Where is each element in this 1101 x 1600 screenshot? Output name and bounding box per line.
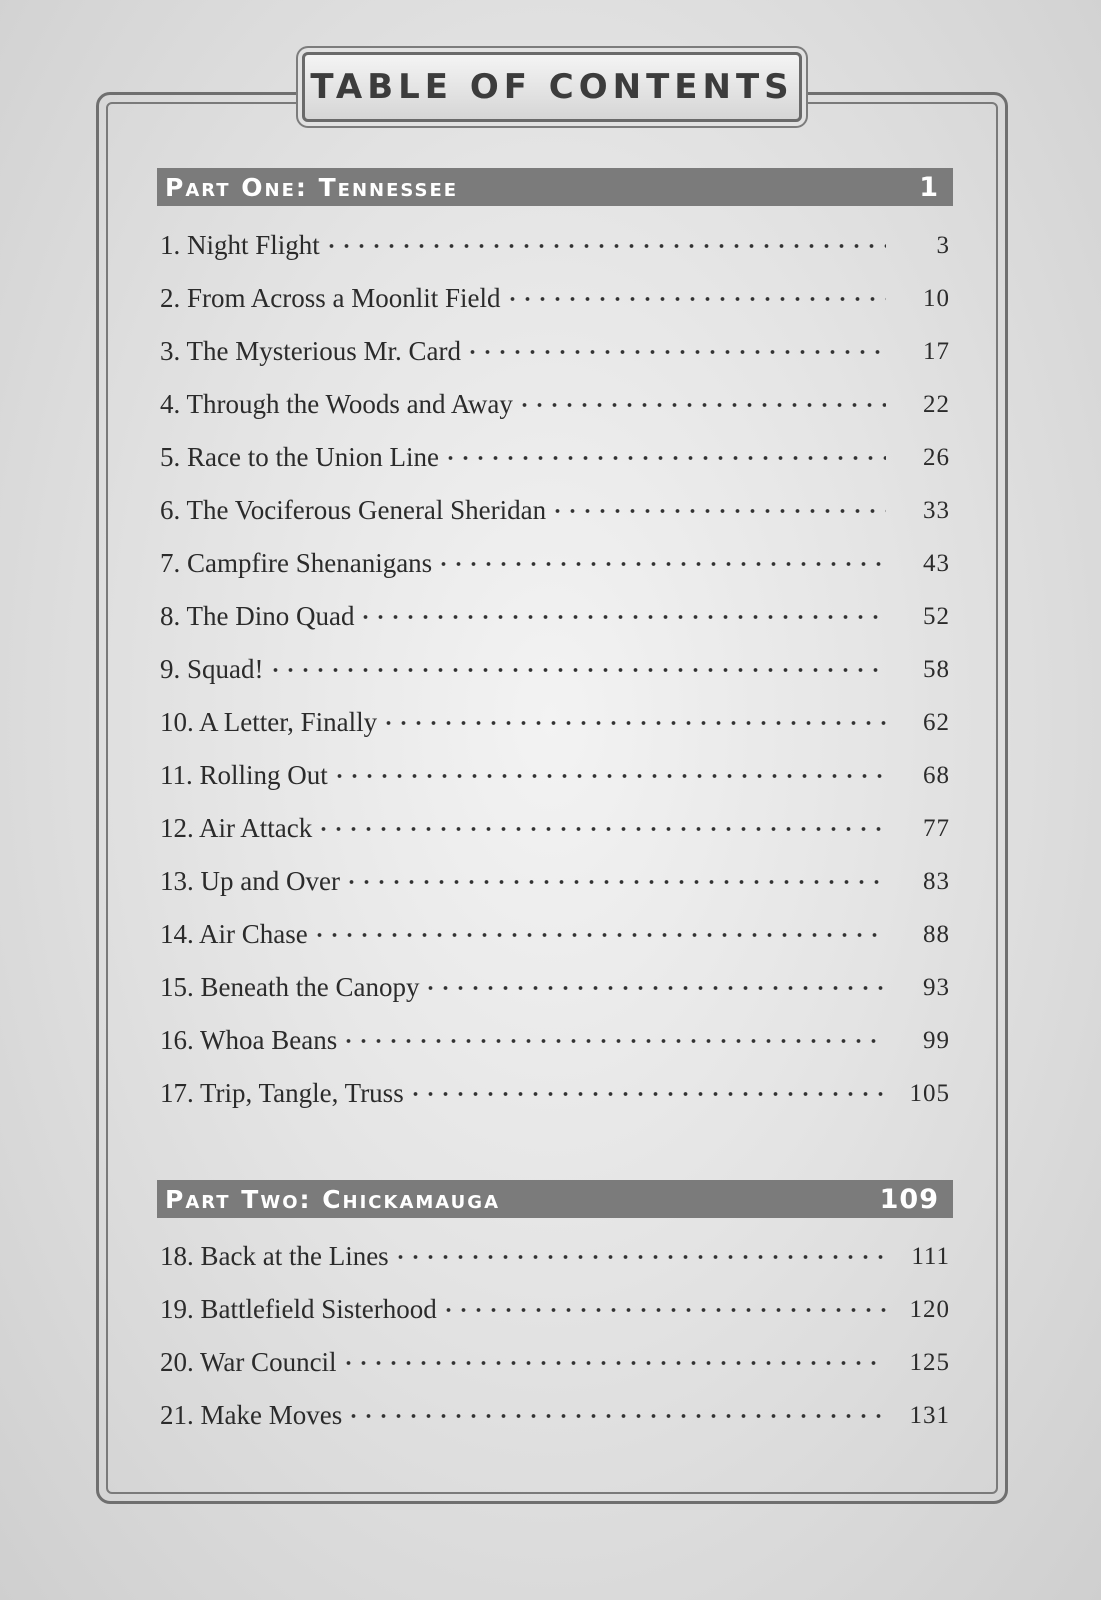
page-number: 88	[923, 920, 950, 948]
toc-entry[interactable]	[160, 590, 950, 643]
page-number: 22	[923, 390, 950, 418]
toc-entry[interactable]	[160, 431, 950, 484]
dot-leader	[341, 1356, 886, 1370]
dot-leader	[505, 292, 886, 306]
chapter-title: 1. Night Flight	[160, 230, 320, 260]
toc-entry[interactable]	[160, 908, 950, 961]
dot-leader	[443, 451, 886, 465]
toc-entry[interactable]	[160, 1230, 950, 1283]
chapter-title: 18. Back at the Lines	[160, 1241, 389, 1271]
page-number: 58	[923, 655, 950, 683]
dot-leader	[381, 716, 886, 730]
page-number: 120	[909, 1295, 950, 1323]
title-plate	[302, 52, 802, 122]
dot-leader	[441, 1303, 886, 1317]
page-number: 17	[923, 337, 950, 365]
dot-leader	[346, 1409, 886, 1423]
toc-entry[interactable]	[160, 643, 950, 696]
chapter-title: 5. Race to the Union Line	[160, 442, 439, 472]
chapter-title: 9. Squad!	[160, 654, 264, 684]
dot-leader	[436, 557, 886, 571]
chapter-title: 10. A Letter, Finally	[160, 707, 378, 737]
chapter-title: 21. Make Moves	[160, 1400, 343, 1430]
chapter-title: 14. Air Chase	[160, 919, 308, 949]
toc-entry[interactable]	[160, 696, 950, 749]
dot-leader	[408, 1087, 886, 1101]
toc-entry[interactable]	[160, 1014, 950, 1067]
toc-entry[interactable]	[160, 749, 950, 802]
dot-leader	[517, 398, 886, 412]
chapter-title: 8. The Dino Quad	[160, 601, 355, 631]
part-heading-page: 1	[919, 171, 939, 203]
page-number: 3	[936, 231, 950, 259]
toc-entry[interactable]	[160, 378, 950, 431]
page-number: 131	[909, 1401, 950, 1429]
page-number: 62	[923, 708, 950, 736]
page-number: 99	[923, 1026, 950, 1054]
toc-entry[interactable]	[160, 325, 950, 378]
dot-leader	[344, 875, 886, 889]
part-heading-label: Part One: Tennessee	[165, 172, 459, 202]
dot-leader	[358, 610, 886, 624]
page-number: 10	[923, 284, 950, 312]
page-number: 77	[923, 814, 950, 842]
chapter-title: 7. Campfire Shenanigans	[160, 548, 433, 578]
dot-leader	[423, 981, 886, 995]
page-title: TABLE OF CONTENTS	[310, 67, 794, 107]
toc-entry[interactable]	[160, 961, 950, 1014]
chapter-title: 6. The Vociferous General Sheridan	[160, 495, 547, 525]
dot-leader	[332, 769, 886, 783]
toc-entry[interactable]	[160, 1336, 950, 1389]
chapter-title: 15. Beneath the Canopy	[160, 972, 420, 1002]
dot-leader	[316, 822, 886, 836]
part-heading[interactable]	[157, 168, 953, 206]
page-number: 26	[923, 443, 950, 471]
part-heading-label: Part Two: Chickamauga	[165, 1184, 501, 1214]
page-number: 33	[923, 496, 950, 524]
page-number: 68	[923, 761, 950, 789]
page-number: 83	[923, 867, 950, 895]
page-number: 52	[923, 602, 950, 630]
toc-entry[interactable]	[160, 1067, 950, 1120]
dot-leader	[393, 1250, 886, 1264]
page-number: 43	[923, 549, 950, 577]
chapter-list	[160, 1230, 950, 1442]
dot-leader	[550, 504, 886, 518]
page-number: 105	[909, 1079, 950, 1107]
toc-entry[interactable]	[160, 219, 950, 272]
dot-leader	[465, 345, 886, 359]
chapter-title: 19. Battlefield Sisterhood	[160, 1294, 437, 1324]
part-heading[interactable]	[157, 1180, 953, 1218]
chapter-title: 4. Through the Woods and Away	[160, 389, 513, 419]
chapter-title: 3. The Mysterious Mr. Card	[160, 336, 461, 366]
part-heading-page: 109	[879, 1183, 939, 1215]
page-number: 93	[923, 973, 950, 1001]
toc-entry[interactable]	[160, 802, 950, 855]
chapter-title: 11. Rolling Out	[160, 760, 328, 790]
dot-leader	[268, 663, 887, 677]
chapter-title: 12. Air Attack	[160, 813, 313, 843]
chapter-title: 13. Up and Over	[160, 866, 340, 896]
toc-entry[interactable]	[160, 1283, 950, 1336]
page-number: 125	[909, 1348, 950, 1376]
page-number: 111	[911, 1242, 950, 1270]
dot-leader	[324, 239, 886, 253]
chapter-list	[160, 219, 950, 1120]
dot-leader	[341, 1034, 886, 1048]
toc-entry[interactable]	[160, 1389, 950, 1442]
chapter-title: 16. Whoa Beans	[160, 1025, 338, 1055]
chapter-title: 17. Trip, Tangle, Truss	[160, 1078, 404, 1108]
toc-entry[interactable]	[160, 855, 950, 908]
toc-entry[interactable]	[160, 537, 950, 590]
chapter-title: 2. From Across a Moonlit Field	[160, 283, 501, 313]
dot-leader	[312, 928, 886, 942]
toc-entry[interactable]	[160, 272, 950, 325]
chapter-title: 20. War Council	[160, 1347, 337, 1377]
toc-entry[interactable]	[160, 484, 950, 537]
